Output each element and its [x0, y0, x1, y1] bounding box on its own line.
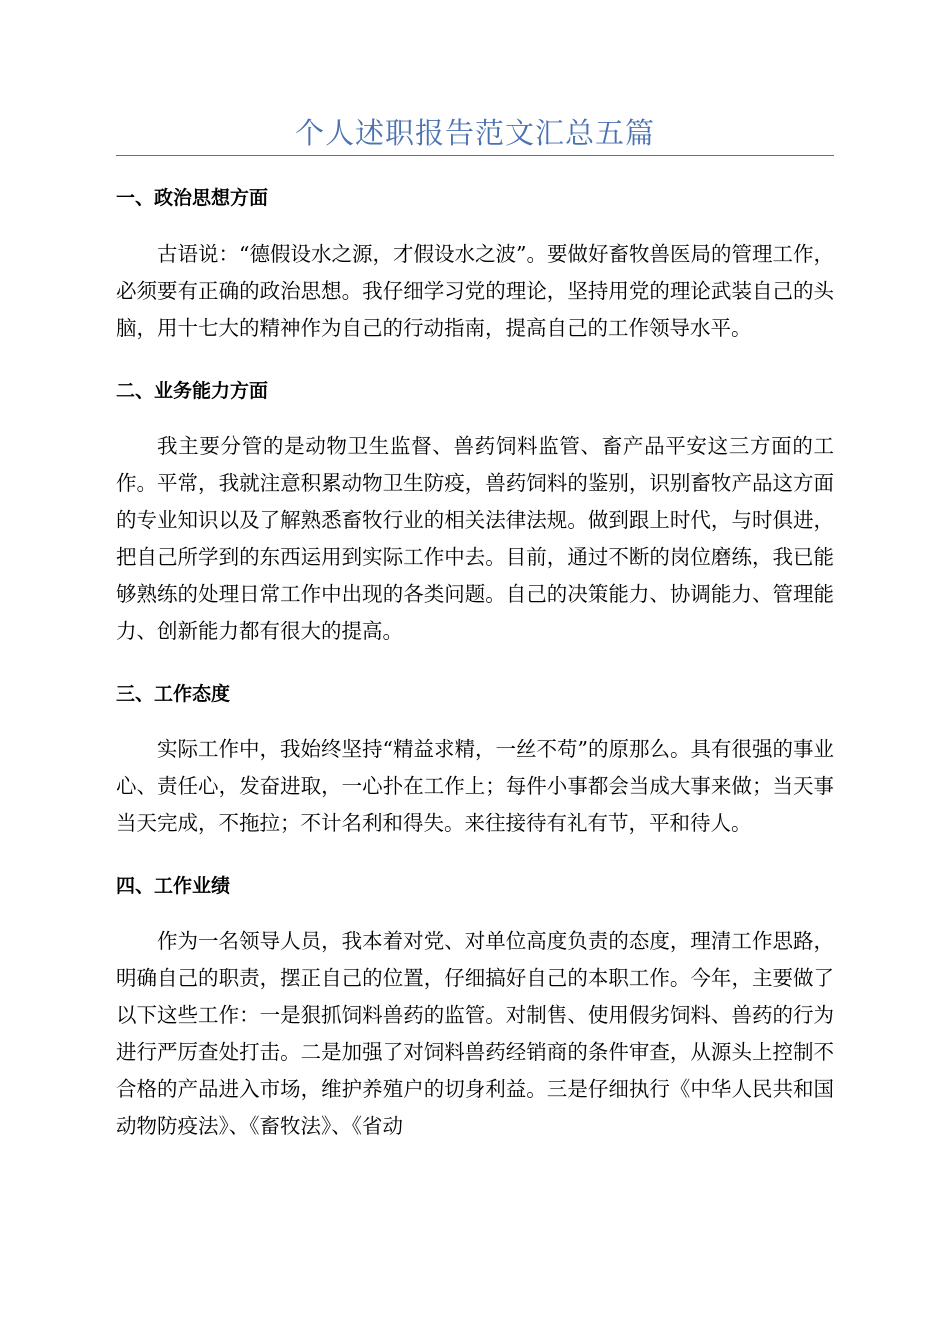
section-heading-ability: 二、业务能力方面 [116, 380, 269, 402]
section-paragraph-ability: 我主要分管的是动物卫生监督、兽药饲料监管、畜产品平安这三方面的工作。平常，我就注意积累动物卫生防疫，兽药饲料的鉴别，识别畜牧产品这方面的专业知识以及了解熟悉畜牧行业的相关法律法规。做到跟上时代，与时俱进，把自己所学到的东西运用到实际工作中去。目前，通过不断的岗位磨练，我已能够熟练的处理日常工作中出现的各类问题。自己的决策能力、协调能力、管理能力、创新能力都有很大的提高。 [116, 434, 834, 643]
section-heading-attitude: 三、工作态度 [116, 683, 231, 705]
section-paragraph-political: 古语说：“德假设水之源，才假设水之波”。要做好畜牧兽医局的管理工作，必须要有正确的政治思想。我仔细学习党的理论，坚持用党的理论武装自己的头脑，用十七大的精神作为自己的行动指南，提高自己的工作领导水平。 [116, 242, 834, 340]
section-paragraph-achievements: 作为一名领导人员，我本着对党、对单位高度负责的态度，理清工作思路，明确自己的职责，摆正自己的位置，仔细搞好自己的本职工作。今年，主要做了以下这些工作：一是狠抓饲料兽药的监管。对制售、使用假劣饲料、兽药的行为进行严厉查处打击。二是加强了对饲料兽药经销商的条件审查，从源头上控制不合格的产品进入市场，维护养殖户的切身利益。三是仔细执行《中华人民共和国动物防疫法》、《畜牧法》、《省动 [116, 929, 834, 1138]
document-page [116, 0, 834, 1145]
document-title: 个人述职报告范文汇总五篇 [294, 116, 655, 150]
section-heading-political: 一、政治思想方面 [116, 187, 269, 209]
section-paragraph-attitude: 实际工作中，我始终坚持“精益求精，一丝不苟”的原那么。具有很强的事业心、责任心，发奋进取，一心扑在工作上；每件小事都会当成大事来做；当天事当天完成，不拖拉；不计名利和得失。来往接待有礼有节，平和待人。 [116, 737, 834, 835]
section-heading-achievements: 四、工作业绩 [116, 875, 231, 897]
title-underline [116, 155, 834, 156]
